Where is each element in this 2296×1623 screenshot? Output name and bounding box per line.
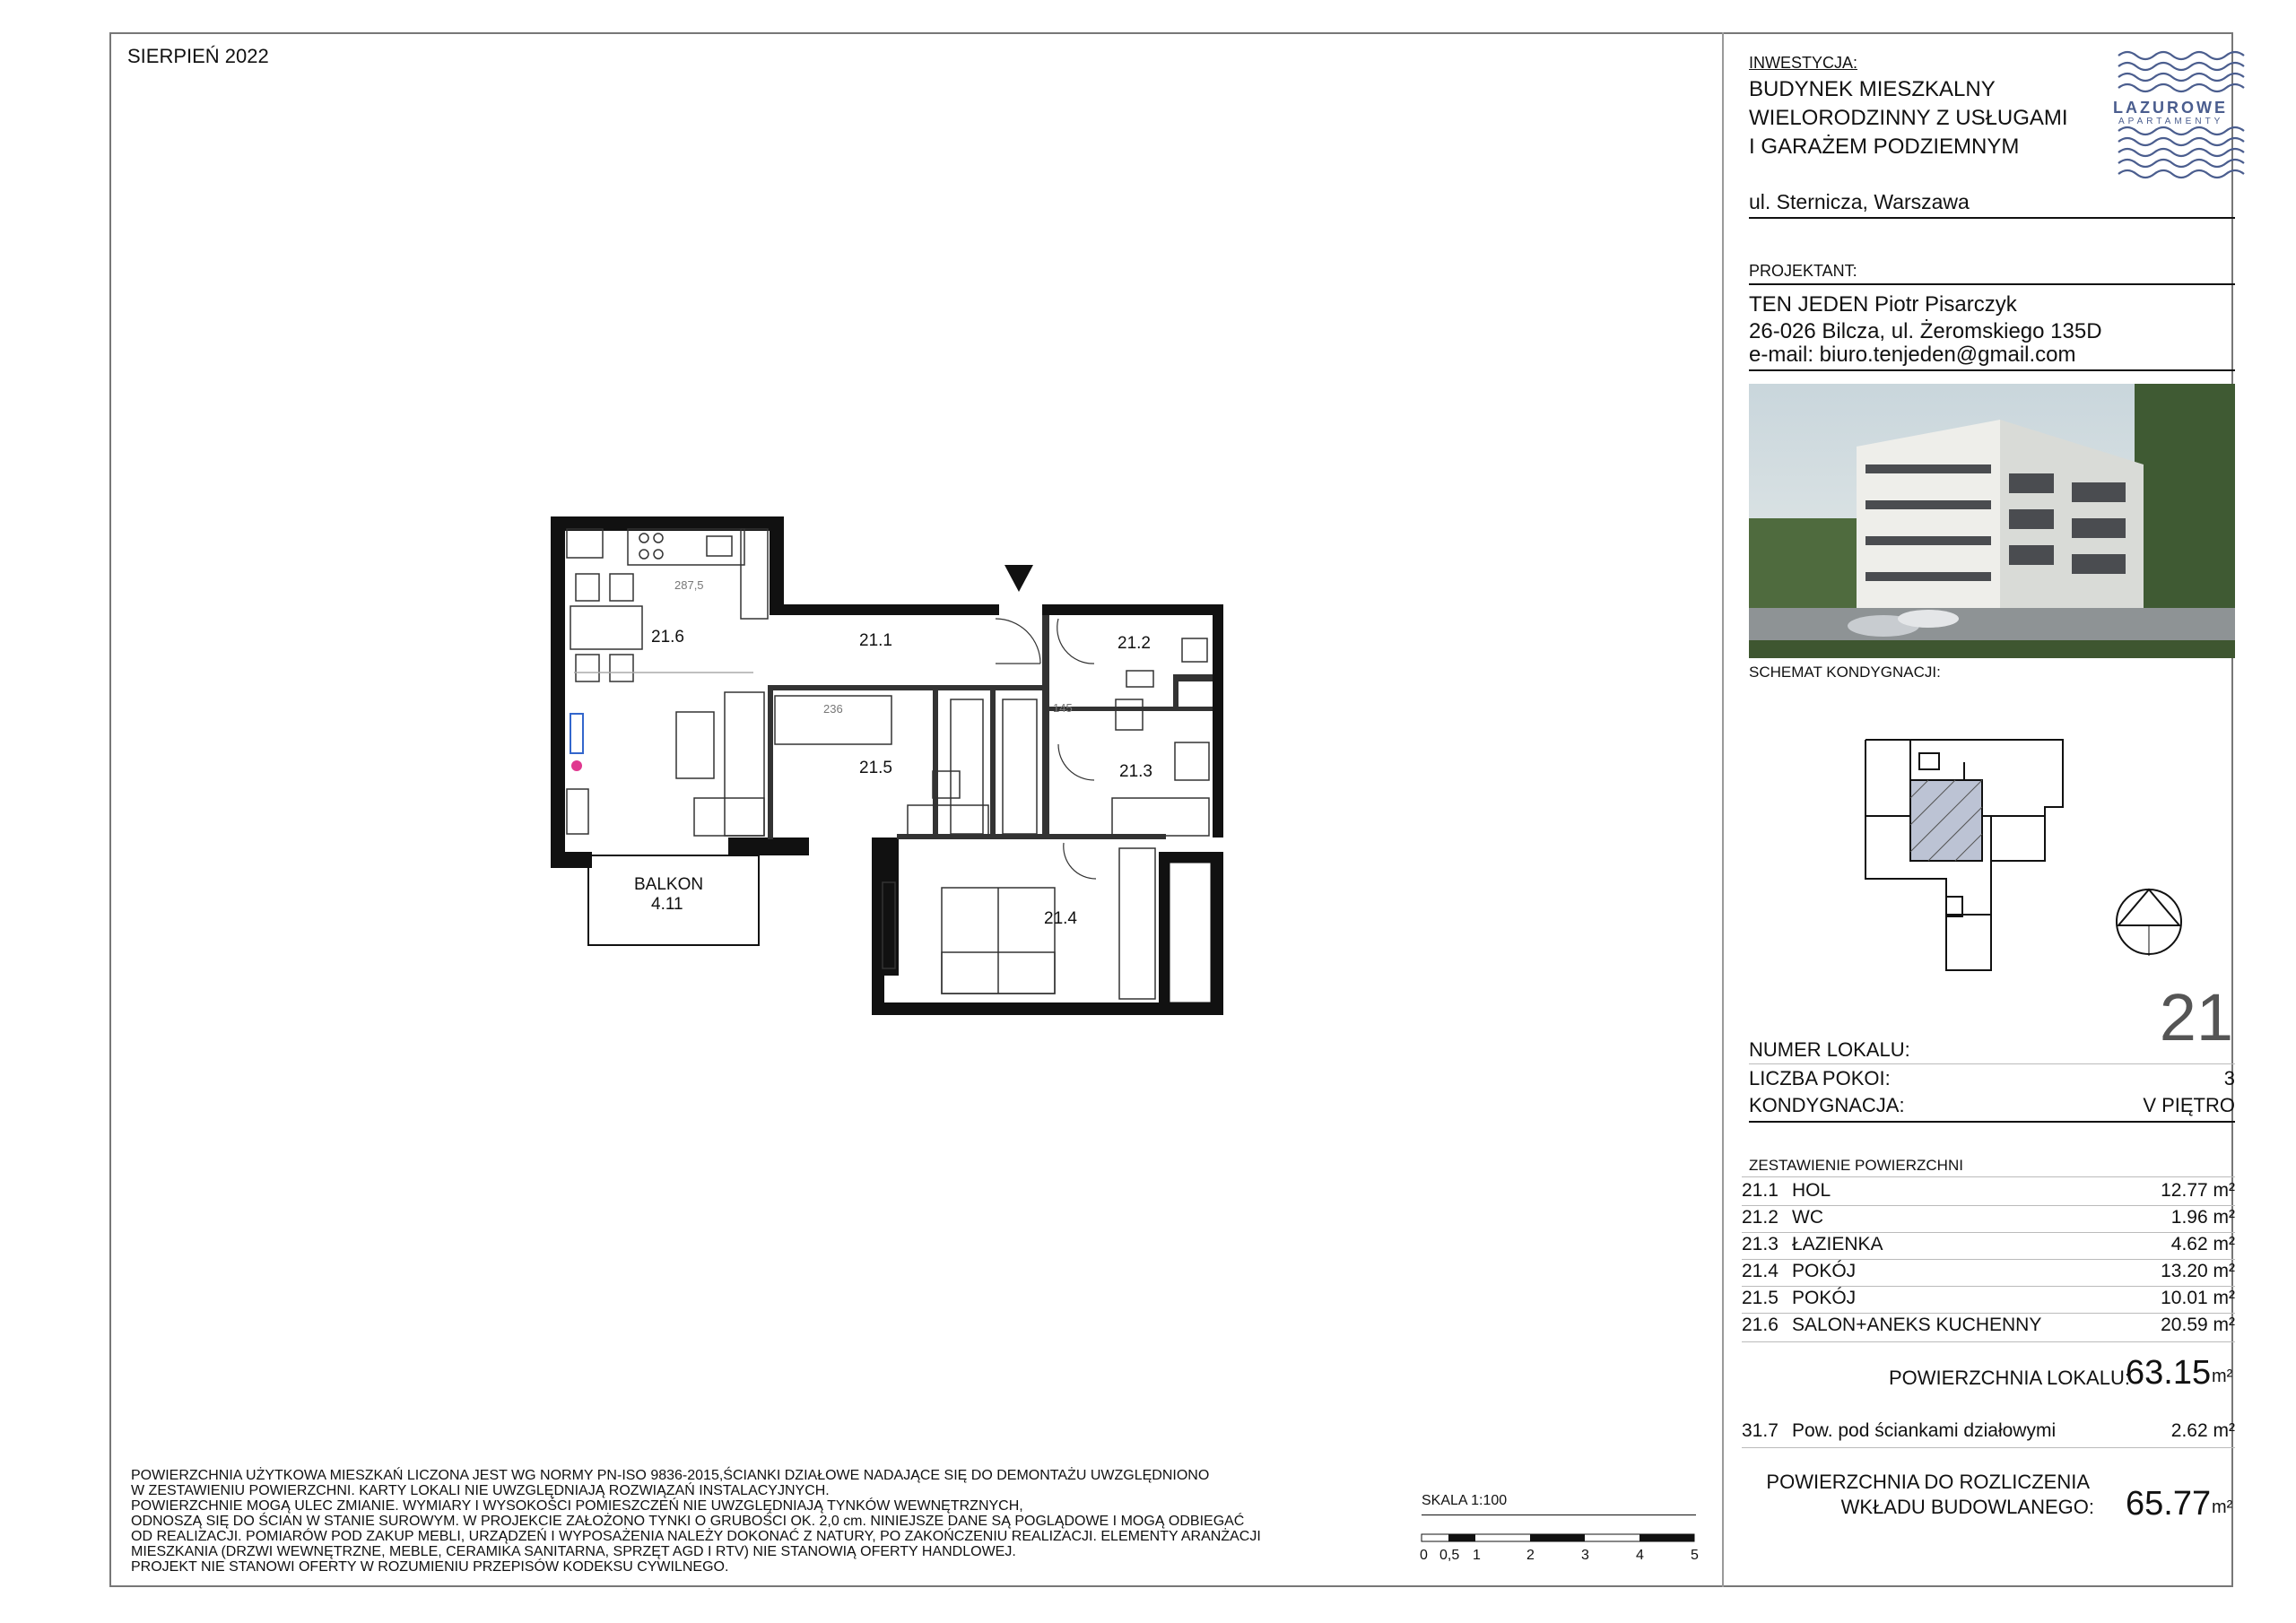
dimension-label: 145 — [1053, 701, 1073, 715]
rule — [1742, 1232, 2235, 1233]
room-label-21-4: 21.4 — [1044, 909, 1077, 928]
investment-label: INWESTYCJA: — [1749, 54, 1858, 72]
balcony-label: BALKON — [634, 875, 704, 894]
table-row: 21.3 ŁAZIENKA 4.62 m² — [1742, 1234, 2235, 1254]
investment-line: I GARAŻEM PODZIEMNYM — [1749, 135, 2020, 159]
investment-line: WIELORODZINNY Z USŁUGAMI — [1749, 106, 2068, 130]
room-label-21-5: 21.5 — [859, 759, 892, 777]
table-row: 21.5 POKÓJ 10.01 m² — [1742, 1288, 2235, 1308]
scale-tick: 4 — [1636, 1548, 1644, 1563]
rule — [1742, 1176, 2235, 1177]
unit-number-label: NUMER LOKALU: — [1749, 1038, 1910, 1061]
total-area-label: POWIERZCHNIA LOKALU: — [1889, 1367, 2130, 1389]
schema-label: SCHEMAT KONDYGNACJI: — [1749, 664, 1941, 681]
rule — [1742, 1341, 2235, 1342]
disclaimer-notes: POWIERZCHNIA UŻYTKOWA MIESZKAŃ LICZONA JEST WG NORMY PN-ISO 9836-2015,ŚCIANKI DZIAŁOWE NADAJĄCE SIĘ DO DEMONTAŻU UWZGLĘDNIONO W ZESTAWIENIU POWIERZCHNI. KARTY LOKALI NIE UWZGLĘDNIAJĄ ROZWIĄZAŃ INSTALACYJNYCH. POWIERZCHNIE MOGĄ ULEC ZMIANIE. WYMIARY I WYSOKOŚCI POMIESZCZEŃ NIE UWZGLĘDNIAJĄ TYNKÓW WEWNĘTRZNYCH, ODNOSZĄ SIĘ DO ŚCIAN W STANIE SUROWYM. W PROJEKCIE ZAŁOŻONO TYNKI O GRUBOŚCI OK. 2,0 cm. NINIEJSZE DANE SĄ POGLĄDOWE I MOGĄ ODBIEGAĆ OD REALIZACJI. POMIARÓW POD ZAKUP MEBLI, URZĄDZEŃ I WYPOSAŻENIA NALEŻY DOKONAĆ Z NATURY, PO ZAKOŃCZENIU REALIZACJI. ELEMENTY ARANŻACJI MIESZKANIA (DRZWI WEWNĘTRZNE, MEBLE, CERAMIKA SANITARNA, SPRZĘT AGD I RTV) NIE STANOWIĄ OFERTY HANDLOWEJ. PROJEKT NIE STANOWI OFERTY W ROZUMIENIU PRZEPISÓW KODEKSU CYWILNEGO. — [131, 1468, 1261, 1575]
room-label-21-1: 21.1 — [859, 631, 892, 650]
settle-label: WKŁADU BUDOWLANEGO: — [1840, 1496, 2094, 1518]
scale-tick: 3 — [1581, 1548, 1589, 1563]
rule — [1742, 1259, 2235, 1260]
scale-label: SKALA 1:100 — [1422, 1493, 1508, 1508]
table-row: 21.2 WC 1.96 m² — [1742, 1207, 2235, 1228]
rule — [1749, 283, 2235, 285]
entrance-arrow-icon — [1004, 565, 1033, 592]
rule — [1749, 217, 2235, 219]
area-unit: m² — [2212, 1367, 2233, 1386]
rule — [1742, 1447, 2235, 1448]
settle-label: POWIERZCHNIA DO ROZLICZENIA — [1766, 1471, 2090, 1493]
room-label-21-6: 21.6 — [651, 628, 684, 647]
room-label-21-3: 21.3 — [1119, 762, 1152, 781]
designer-email: e-mail: biuro.tenjeden@gmail.com — [1749, 343, 2076, 367]
floor-value: V PIĘTRO — [2143, 1094, 2235, 1116]
table-row: 21.6 SALON+ANEKS KUCHENNY 20.59 m² — [1742, 1315, 2235, 1335]
dimension-label: 287,5 — [674, 578, 704, 592]
balcony-area: 4.11 — [651, 895, 683, 914]
area-unit: m² — [2212, 1497, 2233, 1517]
scale-bar — [1421, 1533, 1700, 1544]
rule — [1749, 1121, 2235, 1123]
table-row: 21.1 HOL 12.77 m² — [1742, 1180, 2235, 1201]
north-arrow-icon — [2113, 886, 2185, 958]
designer-name: TEN JEDEN Piotr Pisarczyk — [1749, 292, 2017, 317]
unit-number: 21 — [2159, 980, 2233, 1055]
sheet-divider — [1722, 32, 1724, 1587]
rooms-label: LICZBA POKOI: — [1749, 1067, 1891, 1089]
total-area-value: 63.15 — [2126, 1354, 2212, 1392]
room-label-21-2: 21.2 — [1118, 634, 1151, 653]
rule — [1749, 369, 2235, 371]
investment-address: ul. Sternicza, Warszawa — [1749, 190, 1970, 213]
rule — [1742, 1205, 2235, 1206]
investment-line: BUDYNEK MIESZKALNY — [1749, 77, 1996, 101]
table-row: 21.4 POKÓJ 13.20 m² — [1742, 1261, 2235, 1281]
partition-row: 31.7 Pow. pod ściankami działowymi 2.62 m² — [1742, 1420, 2235, 1441]
designer-address: 26-026 Bilcza, ul. Żeromskiego 135D — [1749, 319, 2102, 343]
building-render-image — [1749, 384, 2235, 658]
rule — [1749, 1063, 2235, 1064]
logo-name: LAZUROWE — [2113, 99, 2228, 117]
rule — [1742, 1286, 2235, 1287]
scale-tick: 0,5 — [1439, 1548, 1460, 1563]
floor-label: KONDYGNACJA: — [1749, 1094, 1905, 1116]
scale-tick: 0 — [1420, 1548, 1428, 1563]
dimension-label: 236 — [823, 702, 843, 716]
logo-sub: APARTAMENTY — [2118, 117, 2224, 126]
rooms-value: 3 — [2223, 1067, 2235, 1089]
designer-label: PROJEKTANT: — [1749, 262, 1857, 280]
rule — [1742, 1313, 2235, 1314]
scale-tick: 2 — [1526, 1548, 1535, 1563]
date-label: SIERPIEŃ 2022 — [127, 45, 269, 67]
scale-tick: 1 — [1473, 1548, 1481, 1563]
settle-value: 65.77 — [2126, 1485, 2212, 1523]
floor-schema-diagram — [1857, 735, 2081, 977]
scale-tick: 5 — [1691, 1548, 1699, 1563]
areas-title: ZESTAWIENIE POWIERZCHNI — [1749, 1157, 1963, 1174]
